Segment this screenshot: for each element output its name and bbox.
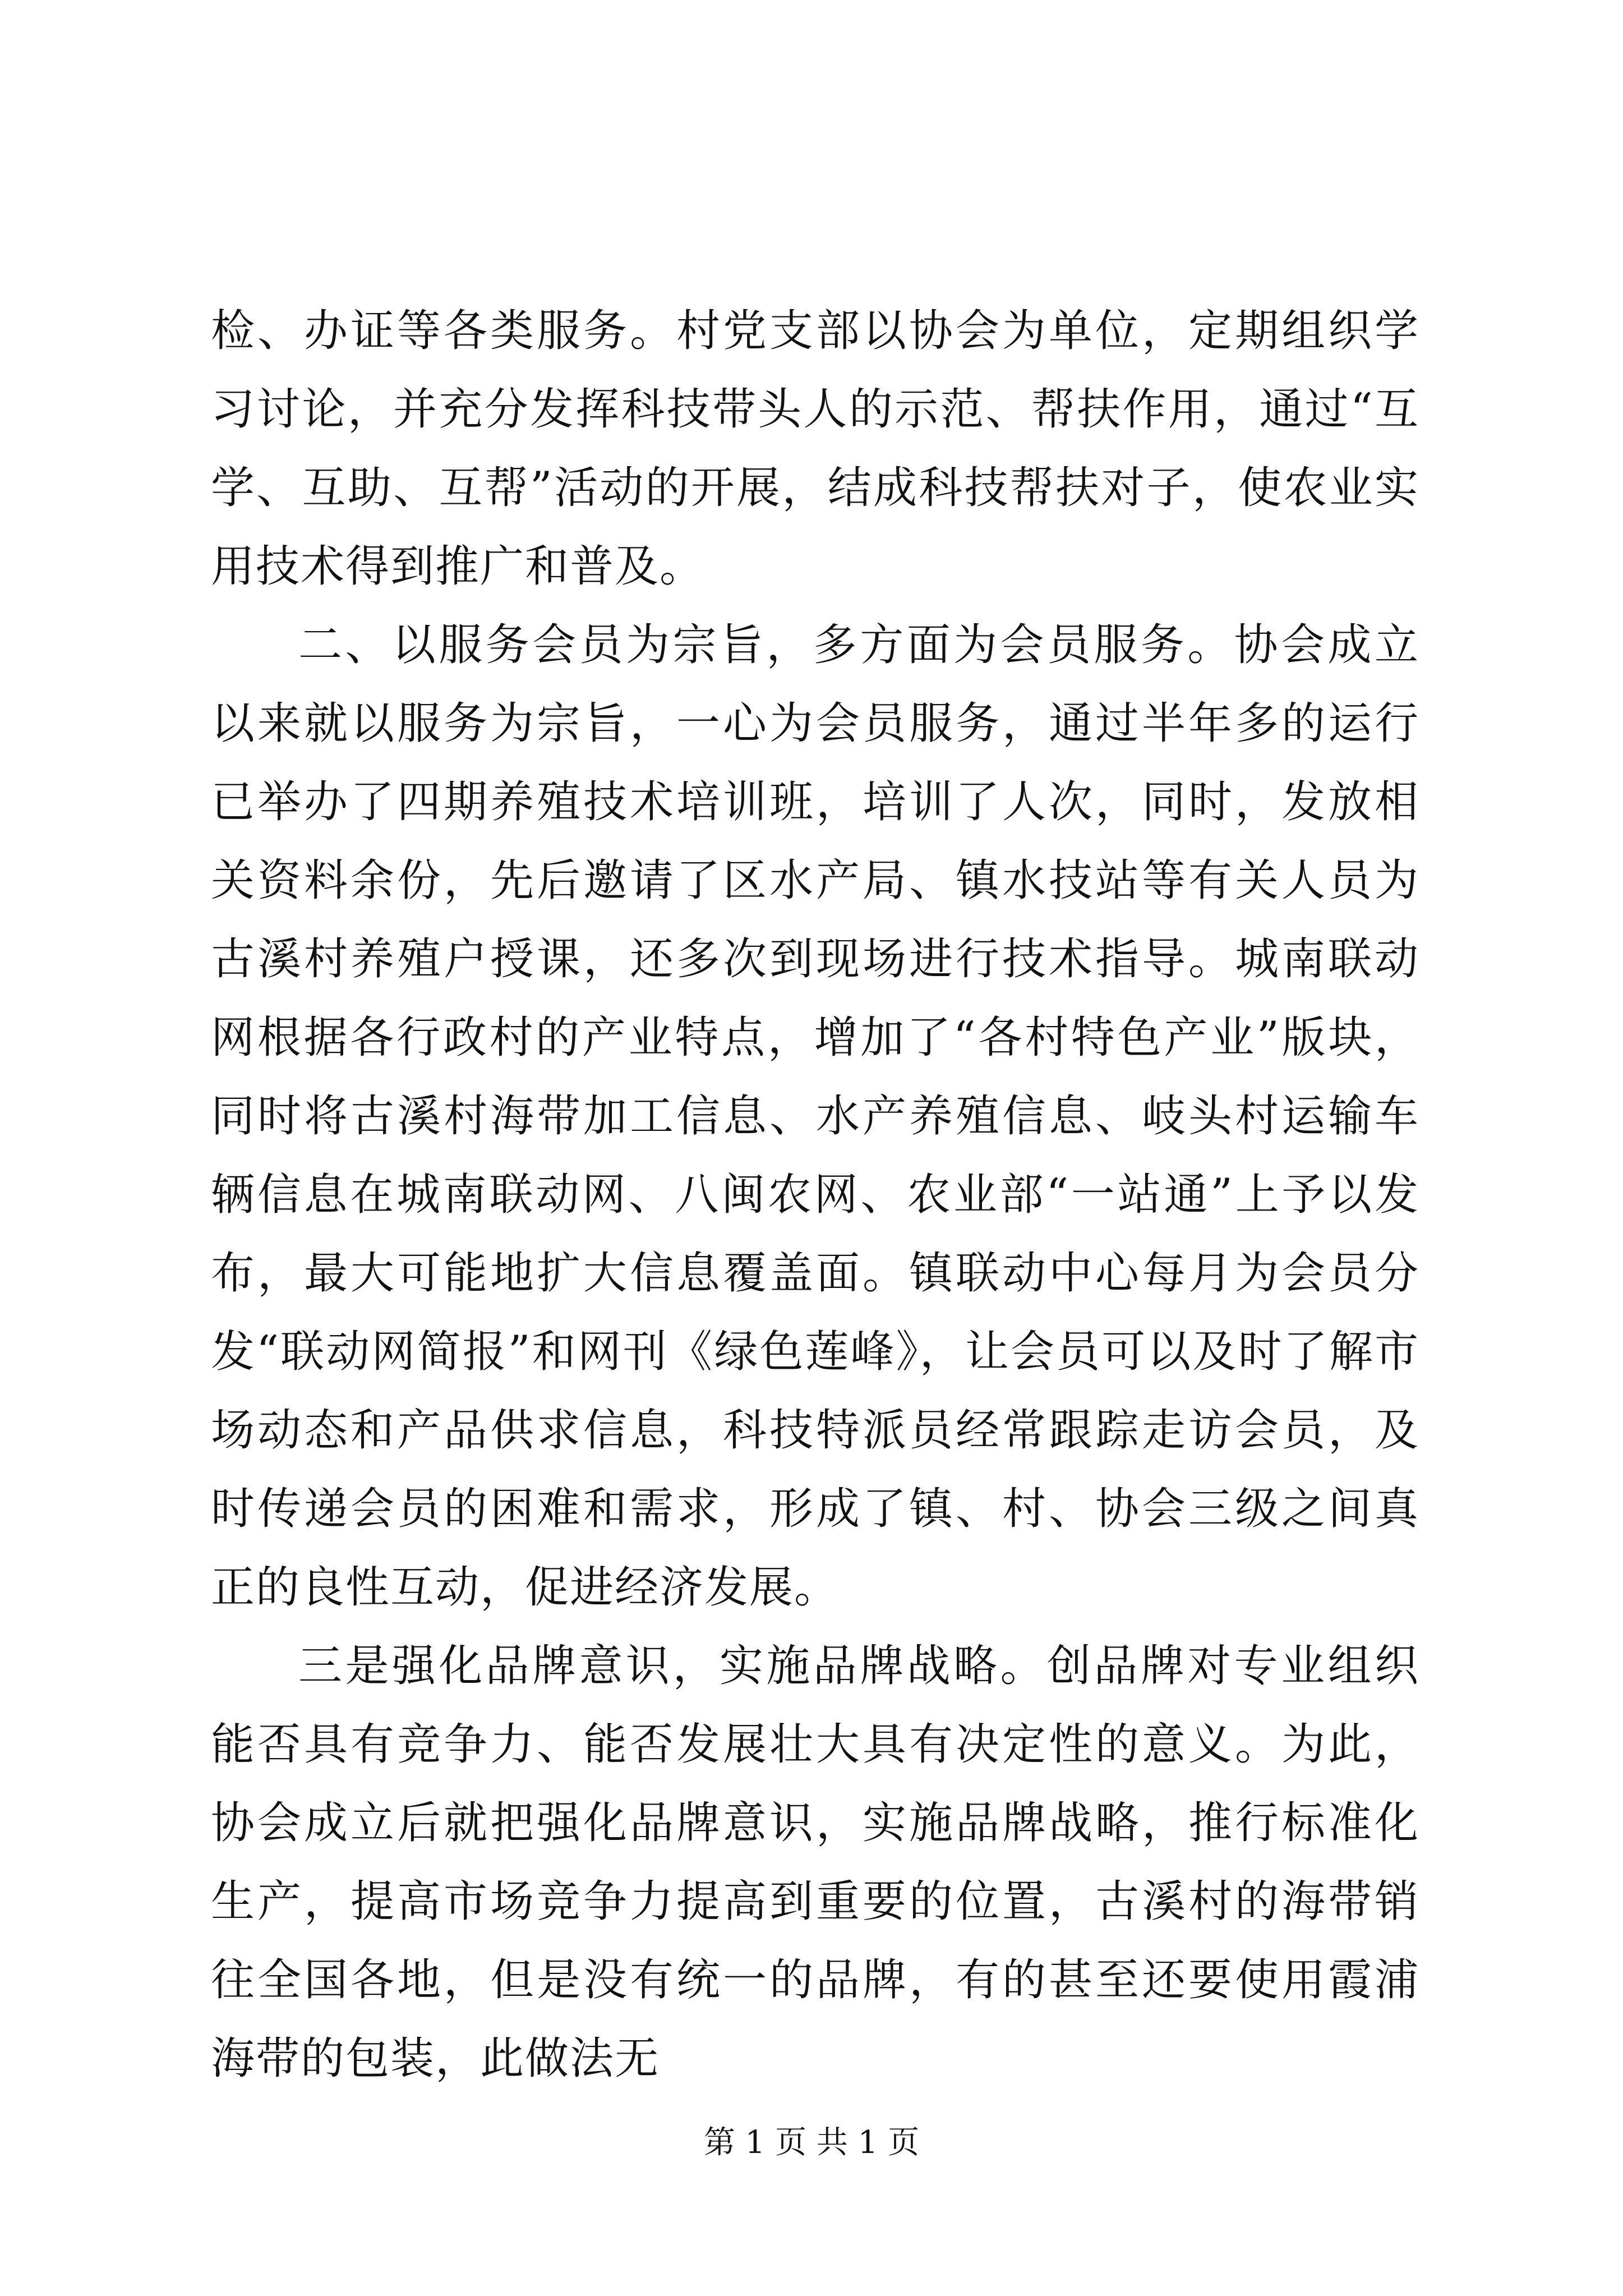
paragraph-brand-strategy: 三是强化品牌意识，实施品牌战略。创品牌对专业组织能否具有竞争力、能否发展壮大具有决定性的意义。为此，协会成立后就把强化品牌意识，实施品牌战略，推行标准化生产，提高市场竞争力提高到重要的位置，古溪村的海带销往全国各地，但是没有统一的品牌，有的甚至还要使用霞浦海带的包装，此做法无 xyxy=(211,1641,1419,2084)
paragraph-member-services: 二、以服务会员为宗旨，多方面为会员服务。协会成立以来就以服务为宗旨，一心为会员服务，通过半年多的运行已举办了四期养殖技术培训班，培训了人次，同时，发放相关资料余份，先后邀请了区水产局、镇水技站等有关人员为古溪村养殖户授课，还多次到现场进行技术指导。城南联动网根据各行政村的产业特点，增加了“各村特色产业”版块，同时将古溪村海带加工信息、水产养殖信息、岐头村运输车辆信息在城南联动网、八闽农网、农业部“一站通”上予以发布，最大可能地扩大信息覆盖面。镇联动中心每月为会员分发“联动网简报”和网刊《绿色莲峰》，让会员可以及时了解市场动态和产品供求信息，科技特派员经常跟踪走访会员，及时传递会员的困难和需求，形成了镇、村、协会三级之间真正的良性互动，促进经济发展。 xyxy=(211,620,1419,1613)
page-footer: 第 1 页 共 1 页 xyxy=(703,2124,920,2161)
paragraph-continuation: 检、办证等各类服务。村党支部以协会为单位，定期组织学习讨论，并充分发挥科技带头人的示范、帮扶作用，通过“互学、互助、互帮”活动的开展，结成科技帮扶对子，使农业实用技术得到推广和普及。 xyxy=(211,306,1419,592)
document-body xyxy=(211,292,1419,2098)
